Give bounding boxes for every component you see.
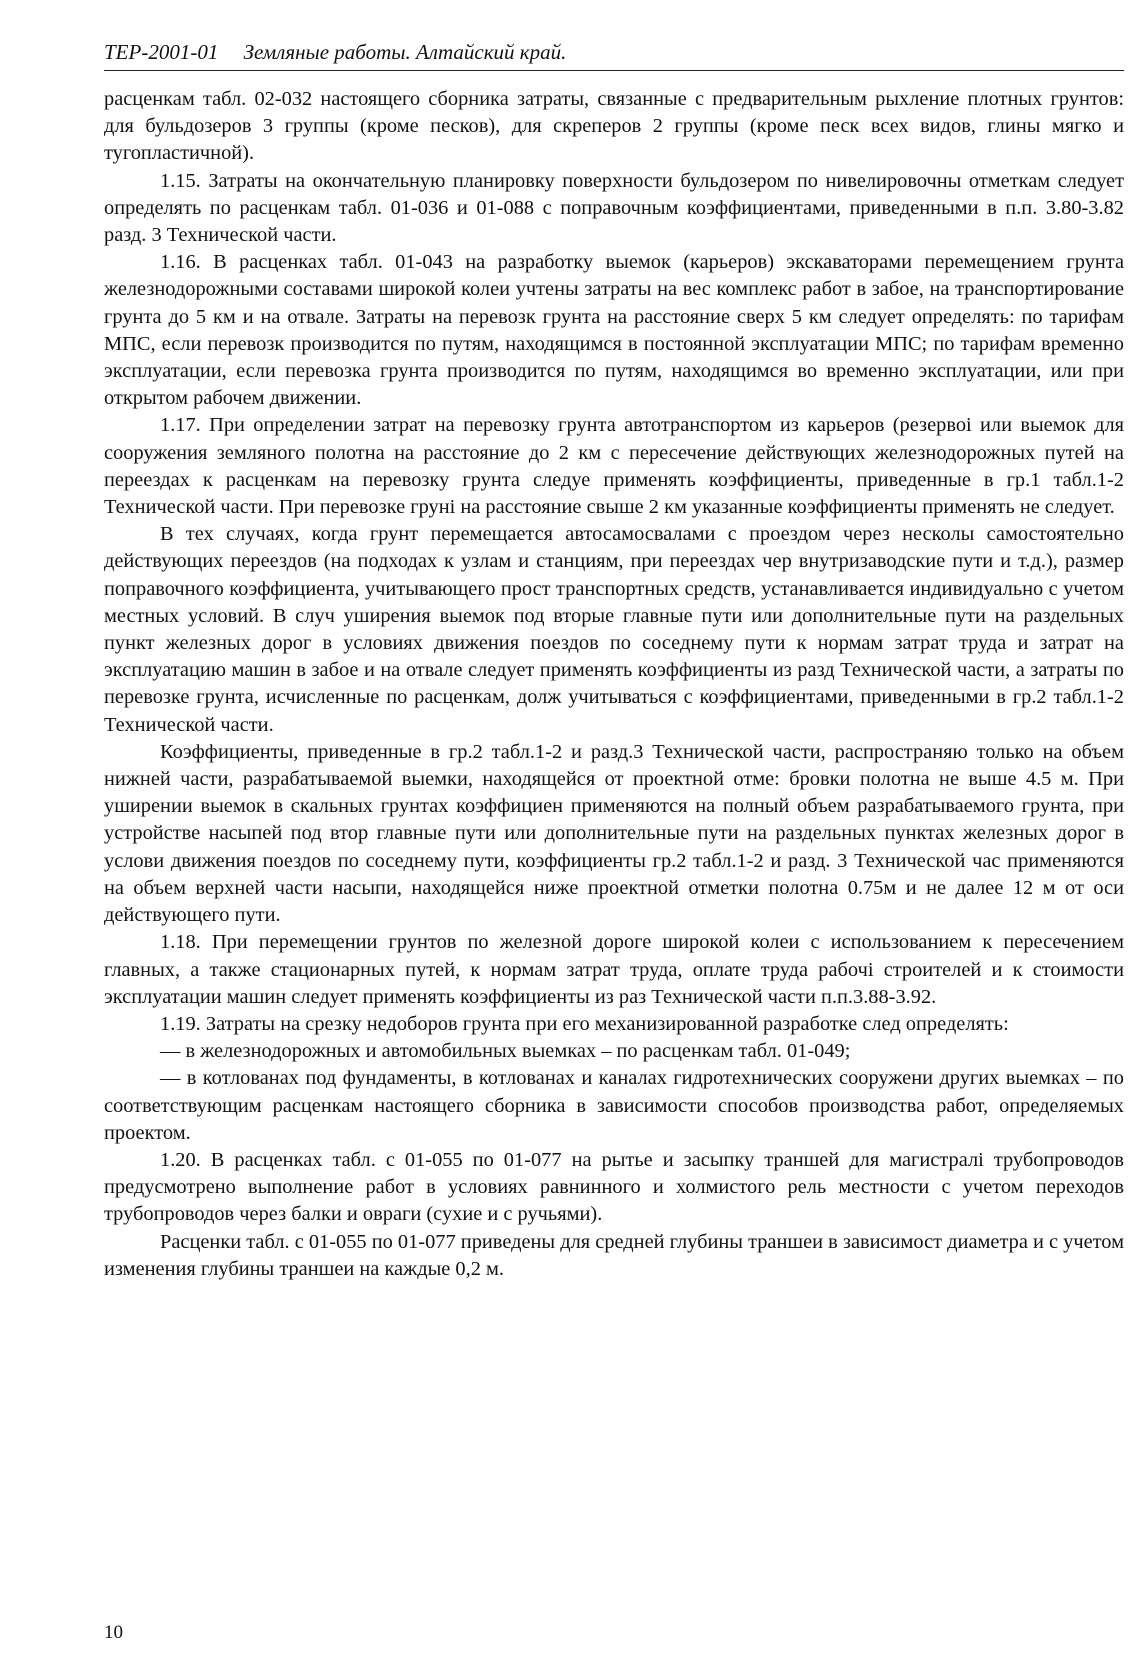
paragraph-trench-depth: Расценки табл. с 01-055 по 01-077 приведены для средней глубины траншеи в зависимост диаметра и с учетом изменения глубины траншеи на каждые 0,2 м. xyxy=(104,1230,1124,1280)
paragraph-continuation: расценкам табл. 02-032 настоящего сборника затраты, связанные с предварительным рыхлениe плотных грунтов: для бульдозеров 3 группы (кроме песков), для скреперов 2 группы (кроме песк всех видов, глины мягко и тугопластичной). xyxy=(104,88,1124,165)
list-item-foundation-pits: — в котлованах под фундаменты, в котлованах и каналах гидротехнических сооружени других выемках – по соответствующим расценкам настоящего сборника в зависимости способов производства работ, определяемых проектом. xyxy=(104,1067,1124,1144)
body-text xyxy=(104,86,1124,1283)
document-code: ТЕР-2001-01 xyxy=(104,40,219,64)
paragraph-coefficients: Коэффициенты, приведенные в гр.2 табл.1-2 и разд.3 Технической части, распространяю только на объем нижней части, разрабатываемой выемки, находящейся от проектной отме: бровки полотна не выше 4.5 м. При уширении выемок в скальных грунтах коэффициен применяются на полный объем разрабатываемого грунта, при устройстве насыпей под втор главные пути или дополнительные пути на раздельных пунктах железных дорог в услови движения поездов по соседнему пути, коэффициенты гр.2 табл.1-2 и разд. 3 Технической час применяются на объем верхней части насыпи, находящейся ниже проектной отметки полотна 0.75м и не далее 12 м от оси действующего пути. xyxy=(104,740,1124,927)
paragraph-1-15: 1.15. Затраты на окончательную планировку поверхности бульдозером по нивелировочны отметкам следует определять по расценкам табл. 01-036 и 01-088 с поправочным коэффициентами, приведенными в п.п. 3.80-3.82 разд. 3 Технической части. xyxy=(104,169,1124,247)
paragraph-1-19: 1.19. Затраты на срезку недоборов грунта при его механизированной разработке след определять: xyxy=(160,1012,1009,1035)
paragraph-dump-trucks: В тех случаях, когда грунт перемещается автосамосвалами с проездом через несколы самостоятельно действующих переездов (на подходах к узлам и станциям, при переездах чер внутризаводские пути и т.д.), размер поправочного коэффициента, учитывающего прост транспортных средств, устанавливается индивидуально с учетом местных условий. В случ уширения выемок под вторые главные пути или дополнительные пути на раздельных пункт железных дорог в условиях движения поездов по соседнему пути к нормам затрат труда и затрат на эксплуатацию машин в забое и на отвале следует применять коэффициенты из разд Технической части, а затраты по перевозке грунта, исчисленные по расценкам, долж учитываться с коэффициентами, приведенными в гр.2 табл.1-2 Технической части. xyxy=(104,523,1124,736)
running-header xyxy=(104,40,1124,71)
list-item-railway-cuts: — в железнодорожных и автомобильных выемках – по расценкам табл. 01-049; xyxy=(160,1040,851,1063)
paragraph-1-17: 1.17. При определении затрат на перевозку грунта автотранспортом из карьеров (резервоі или выемок для сооружения земляного полотна на расстояние до 2 км с пересечение действующих железнодорожных путей на переездах к расценкам на перевозку грунта следуе применять коэффициенты, приведенные в гр.1 табл.1-2 Технической части. При перевозке груні на расстояние свыше 2 км указанные коэффициенты применять не следует. xyxy=(104,414,1124,519)
page-number: 10 xyxy=(104,1622,123,1643)
paragraph-1-16: 1.16. В расценках табл. 01-043 на разработку выемок (карьеров) экскаваторами перемещением грунта железнодорожными составами широкой колеи учтены затраты на вес комплекс работ в забое, на транспортирование грунта до 5 км и на отвале. Затраты на перевозк грунта на расстояние сверх 5 км следует определять: по тарифам МПС, если перевозк производится по путям, находящимся в постоянной эксплуатации МПС; по тарифам временно эксплуатации, если перевозка грунта производится по путям, находящимся во временно эксплуатации, или при открытом рабочем движении. xyxy=(104,251,1124,410)
paragraph-1-20: 1.20. В расценках табл. с 01-055 по 01-077 на рытье и засыпку траншей для магистралі трубопроводов предусмотрено выполнение работ в условиях равнинного и холмистого рель местности с учетом переходов трубопроводов через балки и овраги (сухие и с ручьями). xyxy=(104,1148,1124,1226)
document-section-title: Земляные работы. Алтайский край. xyxy=(243,40,567,64)
paragraph-1-18: 1.18. При перемещении грунтов по железной дороге широкой колеи с использованием к пересечением главных, а также стационарных путей, к нормам затрат труда, оплате труда рабочі строителей и к стоимости эксплуатации машин следует применять коэффициенты из раз Технической части п.п.3.88-3.92. xyxy=(104,931,1124,1008)
